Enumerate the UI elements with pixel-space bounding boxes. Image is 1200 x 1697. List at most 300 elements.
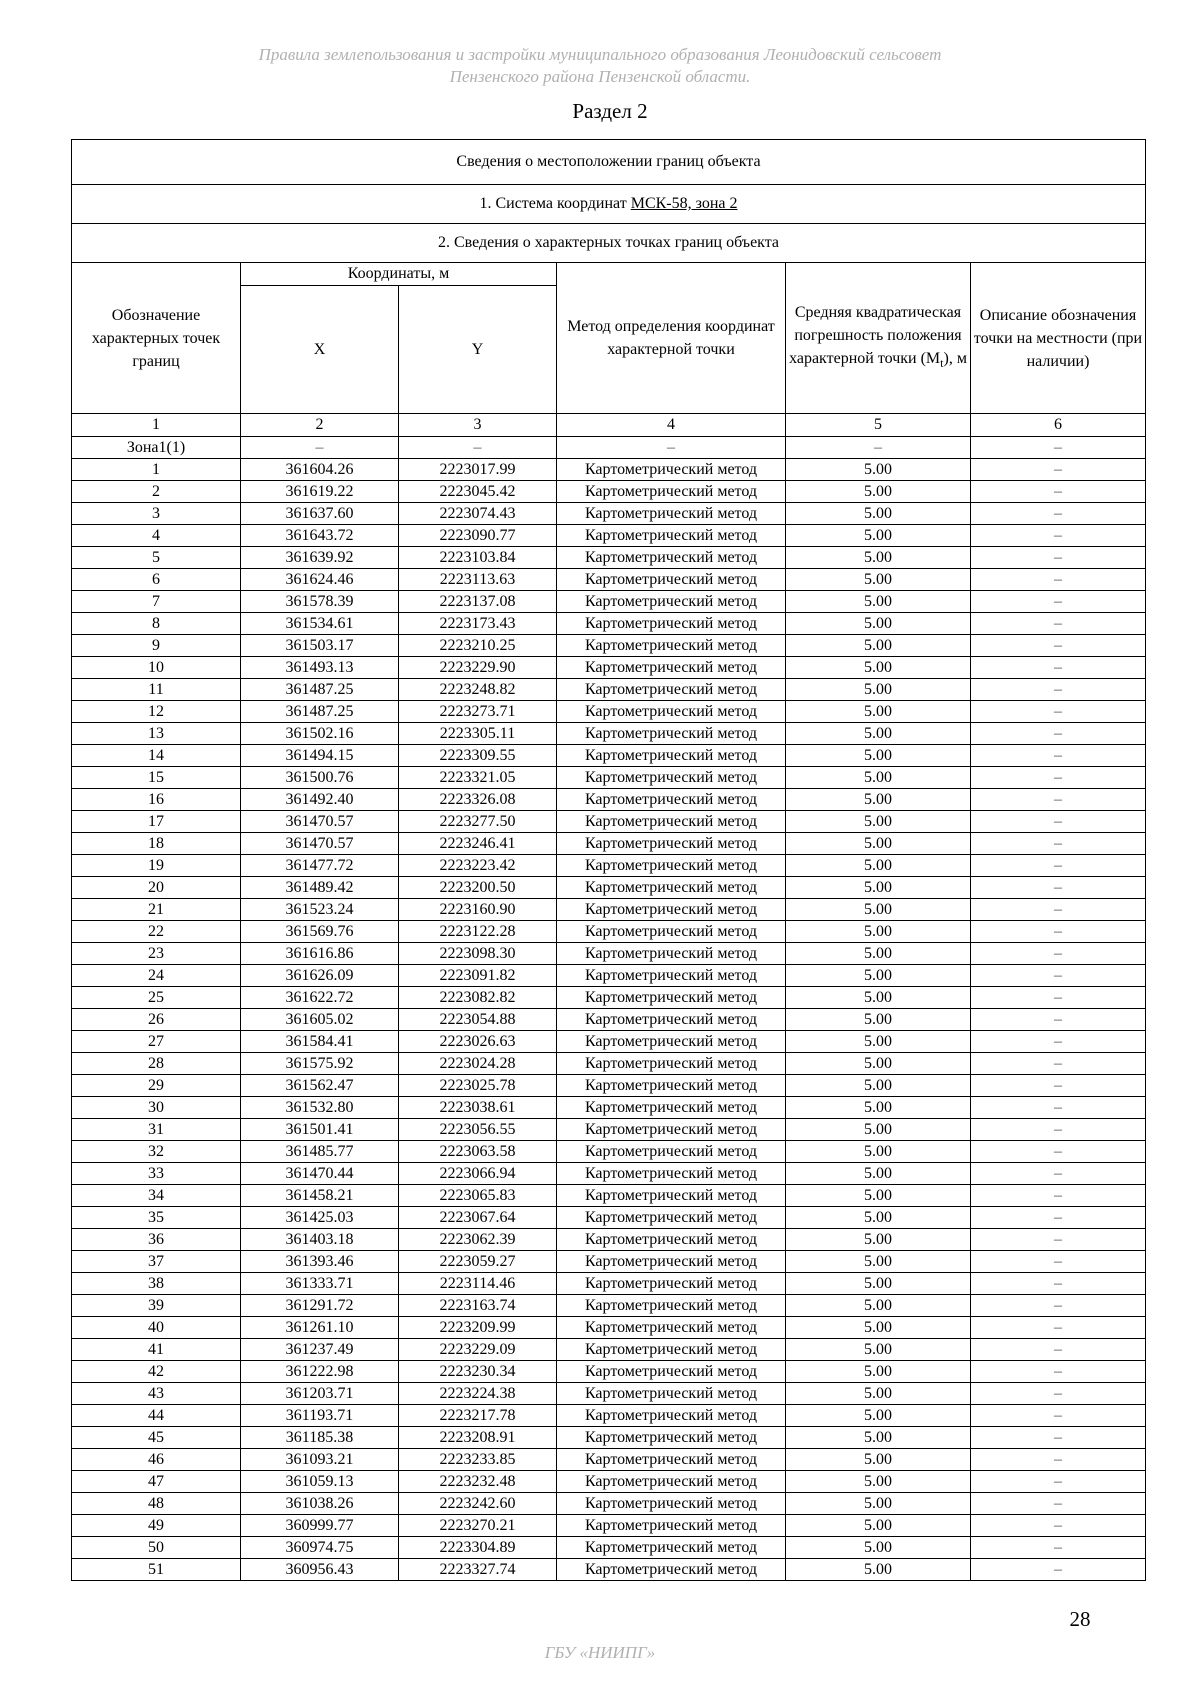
x-coordinate-cell: 360974.75 <box>241 1537 399 1559</box>
table-row <box>72 1493 1146 1515</box>
x-coordinate-cell: 361616.86 <box>241 943 399 965</box>
error-cell: 5.00 <box>786 1515 971 1537</box>
description-cell: – <box>971 1515 1146 1537</box>
coord-system-row <box>72 185 1146 224</box>
x-coordinate-cell: 361502.16 <box>241 723 399 745</box>
method-cell: Картометрический метод <box>557 1119 786 1141</box>
y-coordinate-cell: 2223054.88 <box>399 1009 557 1031</box>
error-cell: 5.00 <box>786 1449 971 1471</box>
x-coordinate-cell: 361501.41 <box>241 1119 399 1141</box>
description-cell: – <box>971 547 1146 569</box>
point-id-cell: 22 <box>72 921 241 943</box>
table-row <box>72 459 1146 481</box>
y-coordinate-cell: 2223074.43 <box>399 503 557 525</box>
method-cell: Картометрический метод <box>557 503 786 525</box>
description-cell: – <box>971 987 1146 1009</box>
y-coordinate-cell: 2223066.94 <box>399 1163 557 1185</box>
y-coordinate-cell: 2223025.78 <box>399 1075 557 1097</box>
point-id-cell: 2 <box>72 481 241 503</box>
y-coordinate-cell: 2223248.82 <box>399 679 557 701</box>
x-coordinate-cell: 361643.72 <box>241 525 399 547</box>
x-coordinate-cell: 361619.22 <box>241 481 399 503</box>
table-row <box>72 1251 1146 1273</box>
description-cell: – <box>971 1449 1146 1471</box>
x-coordinate-cell: 361500.76 <box>241 767 399 789</box>
error-cell: 5.00 <box>786 701 971 723</box>
method-cell: Картометрический метод <box>557 921 786 943</box>
x-coordinate-cell: 361333.71 <box>241 1273 399 1295</box>
point-id-cell: 12 <box>72 701 241 723</box>
y-coordinate-cell: 2223062.39 <box>399 1229 557 1251</box>
y-coordinate-cell: 2223160.90 <box>399 899 557 921</box>
x-coordinate-cell: 361403.18 <box>241 1229 399 1251</box>
error-cell: 5.00 <box>786 723 971 745</box>
y-coordinate-cell: 2223045.42 <box>399 481 557 503</box>
table-row <box>72 1317 1146 1339</box>
table-row <box>72 1031 1146 1053</box>
error-cell: 5.00 <box>786 1009 971 1031</box>
y-coordinate-cell: 2223217.78 <box>399 1405 557 1427</box>
y-coordinate-cell: 2223321.05 <box>399 767 557 789</box>
table-row <box>72 1405 1146 1427</box>
zone-label: Зона1(1) <box>72 437 241 459</box>
y-coordinate-cell: 2223173.43 <box>399 613 557 635</box>
description-cell: – <box>971 965 1146 987</box>
coord-system-cell <box>72 185 1146 224</box>
table-row <box>72 1097 1146 1119</box>
table-row <box>72 1383 1146 1405</box>
table-row <box>72 1361 1146 1383</box>
x-coordinate-cell: 361470.44 <box>241 1163 399 1185</box>
x-coordinate-cell: 361532.80 <box>241 1097 399 1119</box>
x-coordinate-cell: 361575.92 <box>241 1053 399 1075</box>
table-row <box>72 1229 1146 1251</box>
description-cell: – <box>971 1009 1146 1031</box>
point-id-cell: 9 <box>72 635 241 657</box>
description-cell: – <box>971 767 1146 789</box>
error-cell: 5.00 <box>786 503 971 525</box>
error-cell: 5.00 <box>786 459 971 481</box>
column-number-row <box>72 414 1146 437</box>
y-coordinate-cell: 2223137.08 <box>399 591 557 613</box>
x-coordinate-cell: 361494.15 <box>241 745 399 767</box>
point-id-cell: 40 <box>72 1317 241 1339</box>
method-cell: Картометрический метод <box>557 591 786 613</box>
x-coordinate-cell: 360956.43 <box>241 1559 399 1581</box>
x-coordinate-cell: 361578.39 <box>241 591 399 613</box>
description-cell: – <box>971 1141 1146 1163</box>
running-header-line-1: Правила землепользования и застройки муниципального образования Леонидовский сельсовет <box>258 45 942 64</box>
description-cell: – <box>971 1251 1146 1273</box>
error-cell: 5.00 <box>786 1339 971 1361</box>
col-header-error-subscript: t <box>940 356 944 371</box>
x-coordinate-cell: 361503.17 <box>241 635 399 657</box>
description-cell: – <box>971 833 1146 855</box>
running-header <box>0 44 1200 88</box>
description-cell: – <box>971 657 1146 679</box>
description-cell: – <box>971 1559 1146 1581</box>
point-id-cell: 16 <box>72 789 241 811</box>
error-cell: 5.00 <box>786 943 971 965</box>
error-cell: 5.00 <box>786 1163 971 1185</box>
method-cell: Картометрический метод <box>557 1405 786 1427</box>
error-cell: 5.00 <box>786 481 971 503</box>
point-id-cell: 43 <box>72 1383 241 1405</box>
zone-cell: – <box>786 437 971 459</box>
method-cell: Картометрический метод <box>557 789 786 811</box>
table-row <box>72 833 1146 855</box>
x-coordinate-cell: 361487.25 <box>241 701 399 723</box>
method-cell: Картометрический метод <box>557 987 786 1009</box>
table-row <box>72 723 1146 745</box>
error-cell: 5.00 <box>786 745 971 767</box>
method-cell: Картометрический метод <box>557 657 786 679</box>
description-cell: – <box>971 679 1146 701</box>
x-coordinate-cell: 361523.24 <box>241 899 399 921</box>
x-coordinate-cell: 361562.47 <box>241 1075 399 1097</box>
table-row <box>72 1471 1146 1493</box>
point-id-cell: 44 <box>72 1405 241 1427</box>
coord-system-label: 1. Система координат <box>479 195 631 212</box>
method-cell: Картометрический метод <box>557 1361 786 1383</box>
description-cell: – <box>971 1383 1146 1405</box>
column-number: 4 <box>557 414 786 437</box>
x-coordinate-cell: 361639.92 <box>241 547 399 569</box>
x-coordinate-cell: 361622.72 <box>241 987 399 1009</box>
footer: ГБУ «НИИПГ» <box>544 1643 656 1662</box>
point-id-cell: 31 <box>72 1119 241 1141</box>
y-coordinate-cell: 2223122.28 <box>399 921 557 943</box>
table-row <box>72 1207 1146 1229</box>
table-row <box>72 877 1146 899</box>
error-cell: 5.00 <box>786 569 971 591</box>
description-cell: – <box>971 1185 1146 1207</box>
error-cell: 5.00 <box>786 899 971 921</box>
point-id-cell: 15 <box>72 767 241 789</box>
y-coordinate-cell: 2223224.38 <box>399 1383 557 1405</box>
description-cell: – <box>971 613 1146 635</box>
point-id-cell: 51 <box>72 1559 241 1581</box>
boundary-points-table <box>71 139 1146 1581</box>
x-coordinate-cell: 361637.60 <box>241 503 399 525</box>
description-cell: – <box>971 1295 1146 1317</box>
point-id-cell: 36 <box>72 1229 241 1251</box>
y-coordinate-cell: 2223067.64 <box>399 1207 557 1229</box>
method-cell: Картометрический метод <box>557 833 786 855</box>
method-cell: Картометрический метод <box>557 1383 786 1405</box>
point-id-cell: 28 <box>72 1053 241 1075</box>
table-row <box>72 1273 1146 1295</box>
x-coordinate-cell: 361393.46 <box>241 1251 399 1273</box>
point-id-cell: 45 <box>72 1427 241 1449</box>
error-cell: 5.00 <box>786 1295 971 1317</box>
table-row <box>72 1537 1146 1559</box>
method-cell: Картометрический метод <box>557 1339 786 1361</box>
x-coordinate-cell: 361059.13 <box>241 1471 399 1493</box>
table-row <box>72 745 1146 767</box>
method-cell: Картометрический метод <box>557 1471 786 1493</box>
description-cell: – <box>971 1339 1146 1361</box>
description-cell: – <box>971 525 1146 547</box>
error-cell: 5.00 <box>786 921 971 943</box>
points-heading: 2. Сведения о характерных точках границ объекта <box>72 224 1146 263</box>
error-cell: 5.00 <box>786 1207 971 1229</box>
point-id-cell: 42 <box>72 1361 241 1383</box>
point-id-cell: 41 <box>72 1339 241 1361</box>
x-coordinate-cell: 361569.76 <box>241 921 399 943</box>
point-id-cell: 19 <box>72 855 241 877</box>
method-cell: Картометрический метод <box>557 1031 786 1053</box>
description-cell: – <box>971 481 1146 503</box>
y-coordinate-cell: 2223209.99 <box>399 1317 557 1339</box>
point-id-cell: 21 <box>72 899 241 921</box>
table-row <box>72 635 1146 657</box>
x-coordinate-cell: 361470.57 <box>241 811 399 833</box>
point-id-cell: 24 <box>72 965 241 987</box>
x-coordinate-cell: 360999.77 <box>241 1515 399 1537</box>
column-number: 5 <box>786 414 971 437</box>
col-header-designation: Обозначение характерных точек границ <box>72 263 241 414</box>
x-coordinate-cell: 361193.71 <box>241 1405 399 1427</box>
error-cell: 5.00 <box>786 987 971 1009</box>
method-cell: Картометрический метод <box>557 877 786 899</box>
x-coordinate-cell: 361458.21 <box>241 1185 399 1207</box>
y-coordinate-cell: 2223114.46 <box>399 1273 557 1295</box>
method-cell: Картометрический метод <box>557 481 786 503</box>
error-cell: 5.00 <box>786 877 971 899</box>
x-coordinate-cell: 361261.10 <box>241 1317 399 1339</box>
table-row <box>72 679 1146 701</box>
method-cell: Картометрический метод <box>557 1559 786 1581</box>
method-cell: Картометрический метод <box>557 1053 786 1075</box>
description-cell: – <box>971 1163 1146 1185</box>
description-cell: – <box>971 1119 1146 1141</box>
zone-cell: – <box>971 437 1146 459</box>
description-cell: – <box>971 1427 1146 1449</box>
x-coordinate-cell: 361605.02 <box>241 1009 399 1031</box>
error-cell: 5.00 <box>786 547 971 569</box>
x-coordinate-cell: 361485.77 <box>241 1141 399 1163</box>
method-cell: Картометрический метод <box>557 1493 786 1515</box>
table-row <box>72 1449 1146 1471</box>
method-cell: Картометрический метод <box>557 613 786 635</box>
error-cell: 5.00 <box>786 1141 971 1163</box>
col-header-error-text: Средняя квадратическая погрешность положения характерной точки (M <box>789 303 962 367</box>
method-cell: Картометрический метод <box>557 965 786 987</box>
description-cell: – <box>971 1031 1146 1053</box>
header-row-1 <box>72 263 1146 286</box>
error-cell: 5.00 <box>786 1317 971 1339</box>
table-row <box>72 1559 1146 1581</box>
point-id-cell: 39 <box>72 1295 241 1317</box>
method-cell: Картометрический метод <box>557 1295 786 1317</box>
error-cell: 5.00 <box>786 1185 971 1207</box>
method-cell: Картометрический метод <box>557 569 786 591</box>
point-id-cell: 7 <box>72 591 241 613</box>
y-coordinate-cell: 2223210.25 <box>399 635 557 657</box>
table-row <box>72 1163 1146 1185</box>
description-cell: – <box>971 745 1146 767</box>
error-cell: 5.00 <box>786 767 971 789</box>
y-coordinate-cell: 2223326.08 <box>399 789 557 811</box>
table-row <box>72 1339 1146 1361</box>
description-cell: – <box>971 1229 1146 1251</box>
zone-cell: – <box>399 437 557 459</box>
error-cell: 5.00 <box>786 635 971 657</box>
point-id-cell: 48 <box>72 1493 241 1515</box>
point-id-cell: 29 <box>72 1075 241 1097</box>
y-coordinate-cell: 2223273.71 <box>399 701 557 723</box>
error-cell: 5.00 <box>786 1097 971 1119</box>
col-header-x: X <box>241 286 399 414</box>
error-cell: 5.00 <box>786 1119 971 1141</box>
y-coordinate-cell: 2223327.74 <box>399 1559 557 1581</box>
y-coordinate-cell: 2223230.34 <box>399 1361 557 1383</box>
y-coordinate-cell: 2223304.89 <box>399 1537 557 1559</box>
description-cell: – <box>971 591 1146 613</box>
method-cell: Картометрический метод <box>557 899 786 921</box>
point-id-cell: 8 <box>72 613 241 635</box>
zone-cell: – <box>557 437 786 459</box>
col-header-error-unit: ), м <box>943 349 967 367</box>
method-cell: Картометрический метод <box>557 1185 786 1207</box>
x-coordinate-cell: 361093.21 <box>241 1449 399 1471</box>
method-cell: Картометрический метод <box>557 1009 786 1031</box>
col-header-error <box>786 263 971 414</box>
table-row <box>72 525 1146 547</box>
x-coordinate-cell: 361489.42 <box>241 877 399 899</box>
x-coordinate-cell: 361493.13 <box>241 657 399 679</box>
y-coordinate-cell: 2223024.28 <box>399 1053 557 1075</box>
y-coordinate-cell: 2223305.11 <box>399 723 557 745</box>
y-coordinate-cell: 2223200.50 <box>399 877 557 899</box>
table-row <box>72 811 1146 833</box>
y-coordinate-cell: 2223232.48 <box>399 1471 557 1493</box>
column-number: 6 <box>971 414 1146 437</box>
table-row <box>72 701 1146 723</box>
x-coordinate-cell: 361425.03 <box>241 1207 399 1229</box>
method-cell: Картометрический метод <box>557 1075 786 1097</box>
description-cell: – <box>971 1207 1146 1229</box>
x-coordinate-cell: 361534.61 <box>241 613 399 635</box>
method-cell: Картометрический метод <box>557 635 786 657</box>
col-header-y: Y <box>399 286 557 414</box>
x-coordinate-cell: 361185.38 <box>241 1427 399 1449</box>
error-cell: 5.00 <box>786 1383 971 1405</box>
table-row <box>72 1053 1146 1075</box>
x-coordinate-cell: 361203.71 <box>241 1383 399 1405</box>
y-coordinate-cell: 2223277.50 <box>399 811 557 833</box>
point-id-cell: 30 <box>72 1097 241 1119</box>
y-coordinate-cell: 2223246.41 <box>399 833 557 855</box>
y-coordinate-cell: 2223063.58 <box>399 1141 557 1163</box>
table-row <box>72 921 1146 943</box>
description-cell: – <box>971 569 1146 591</box>
table-row <box>72 1075 1146 1097</box>
column-number: 3 <box>399 414 557 437</box>
description-cell: – <box>971 723 1146 745</box>
y-coordinate-cell: 2223056.55 <box>399 1119 557 1141</box>
method-cell: Картометрический метод <box>557 1097 786 1119</box>
point-id-cell: 18 <box>72 833 241 855</box>
x-coordinate-cell: 361291.72 <box>241 1295 399 1317</box>
method-cell: Картометрический метод <box>557 547 786 569</box>
running-header-line-2: Пензенского района Пензенской области. <box>449 67 751 86</box>
method-cell: Картометрический метод <box>557 811 786 833</box>
point-id-cell: 50 <box>72 1537 241 1559</box>
table-row <box>72 1009 1146 1031</box>
point-id-cell: 14 <box>72 745 241 767</box>
section-title: Раздел 2 <box>572 99 648 123</box>
y-coordinate-cell: 2223163.74 <box>399 1295 557 1317</box>
table-row <box>72 569 1146 591</box>
point-id-cell: 11 <box>72 679 241 701</box>
error-cell: 5.00 <box>786 525 971 547</box>
method-cell: Картометрический метод <box>557 1427 786 1449</box>
y-coordinate-cell: 2223098.30 <box>399 943 557 965</box>
x-coordinate-cell: 361584.41 <box>241 1031 399 1053</box>
method-cell: Картометрический метод <box>557 1449 786 1471</box>
table-title-row <box>72 140 1146 185</box>
description-cell: – <box>971 943 1146 965</box>
y-coordinate-cell: 2223091.82 <box>399 965 557 987</box>
error-cell: 5.00 <box>786 1031 971 1053</box>
table-row <box>72 613 1146 635</box>
y-coordinate-cell: 2223270.21 <box>399 1515 557 1537</box>
error-cell: 5.00 <box>786 1053 971 1075</box>
error-cell: 5.00 <box>786 1229 971 1251</box>
method-cell: Картометрический метод <box>557 679 786 701</box>
method-cell: Картометрический метод <box>557 1163 786 1185</box>
method-cell: Картометрический метод <box>557 943 786 965</box>
y-coordinate-cell: 2223113.63 <box>399 569 557 591</box>
description-cell: – <box>971 1075 1146 1097</box>
error-cell: 5.00 <box>786 1493 971 1515</box>
point-id-cell: 37 <box>72 1251 241 1273</box>
coord-system-value: МСК-58, зона 2 <box>630 195 738 212</box>
table-row <box>72 899 1146 921</box>
description-cell: – <box>971 1053 1146 1075</box>
error-cell: 5.00 <box>786 1559 971 1581</box>
x-coordinate-cell: 361604.26 <box>241 459 399 481</box>
method-cell: Картометрический метод <box>557 1515 786 1537</box>
y-coordinate-cell: 2223223.42 <box>399 855 557 877</box>
error-cell: 5.00 <box>786 833 971 855</box>
description-cell: – <box>971 1405 1146 1427</box>
table-row <box>72 943 1146 965</box>
col-header-method: Метод определения координат характерной точки <box>557 263 786 414</box>
method-cell: Картометрический метод <box>557 1141 786 1163</box>
x-coordinate-cell: 361492.40 <box>241 789 399 811</box>
y-coordinate-cell: 2223208.91 <box>399 1427 557 1449</box>
x-coordinate-cell: 361038.26 <box>241 1493 399 1515</box>
error-cell: 5.00 <box>786 1075 971 1097</box>
description-cell: – <box>971 1317 1146 1339</box>
y-coordinate-cell: 2223229.90 <box>399 657 557 679</box>
method-cell: Картометрический метод <box>557 1251 786 1273</box>
description-cell: – <box>971 503 1146 525</box>
table-row <box>72 987 1146 1009</box>
error-cell: 5.00 <box>786 1361 971 1383</box>
point-id-cell: 13 <box>72 723 241 745</box>
method-cell: Картометрический метод <box>557 1207 786 1229</box>
method-cell: Картометрический метод <box>557 1273 786 1295</box>
point-id-cell: 6 <box>72 569 241 591</box>
y-coordinate-cell: 2223090.77 <box>399 525 557 547</box>
error-cell: 5.00 <box>786 657 971 679</box>
description-cell: – <box>971 789 1146 811</box>
point-id-cell: 46 <box>72 1449 241 1471</box>
